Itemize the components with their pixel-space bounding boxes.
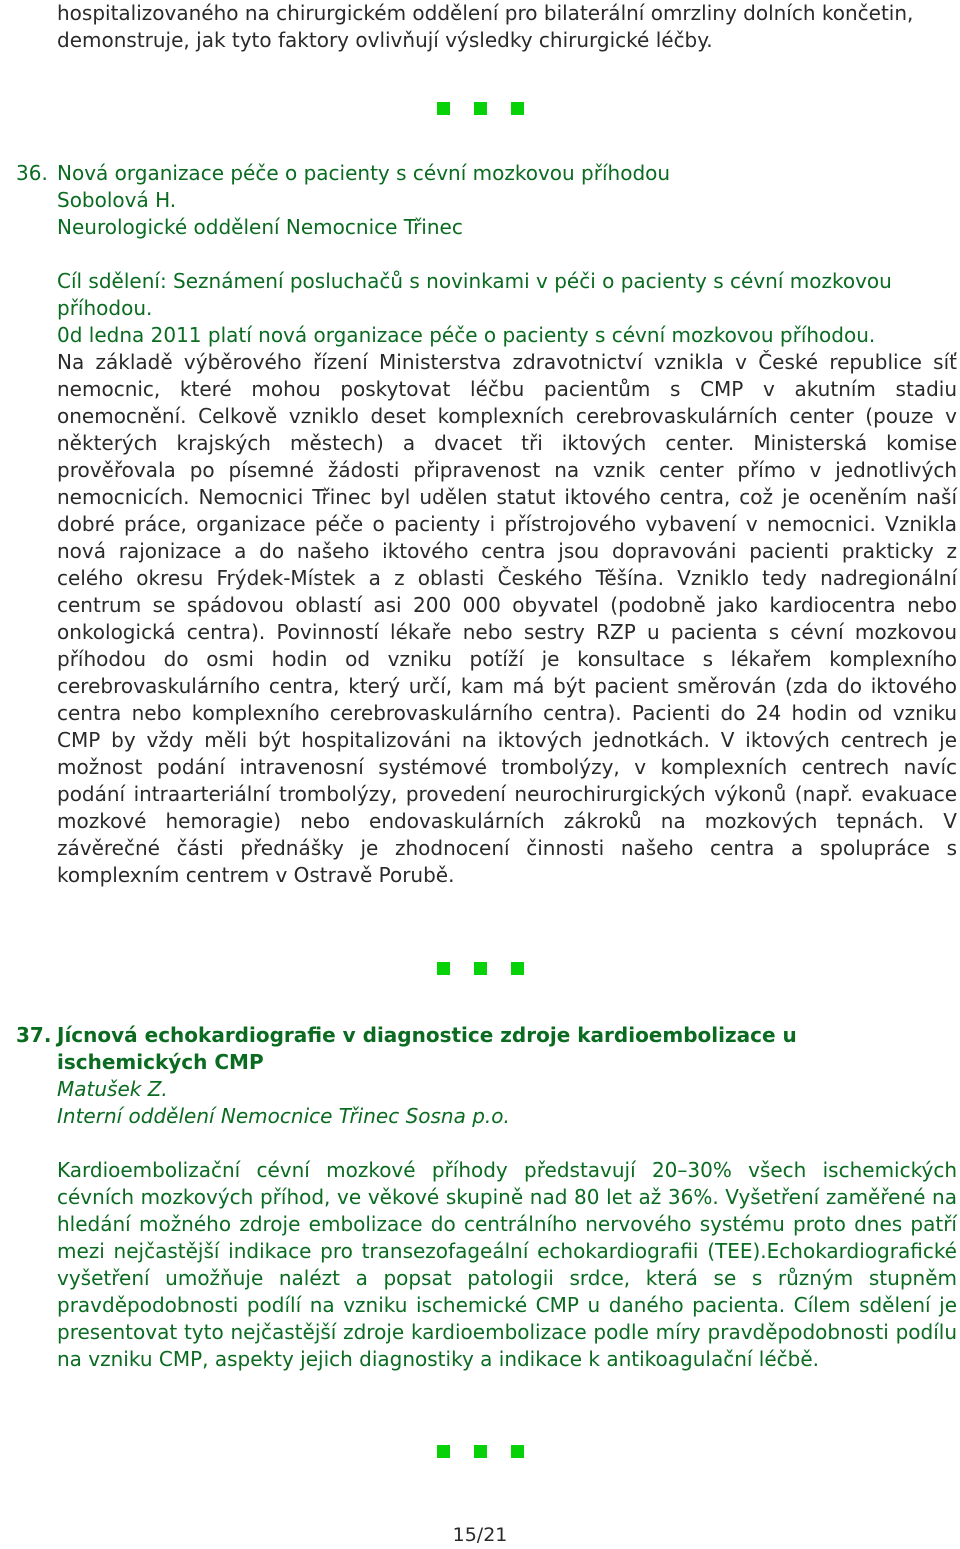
separator-square (437, 962, 450, 975)
article-37-affiliation: Interní oddělení Nemocnice Třinec Sosna p.o. (57, 1104, 510, 1128)
intro-line-1: hospitalizovaného na chirurgickém oddělení pro bilaterální omrzliny dolních končetin, (57, 1, 914, 25)
article-36-author: Sobolová H. (57, 188, 177, 212)
article-37-number: 37. (16, 1023, 52, 1047)
separator-square (474, 962, 487, 975)
article-37-title: Jícnová echokardiografie v diagnostice zdroje kardioembolizace u ischemických CMP (57, 1023, 797, 1074)
separator-square (474, 102, 487, 115)
section-separator (0, 1438, 960, 1452)
section-separator (0, 955, 960, 969)
article-36-aim-line-1: Cíl sdělení: Seznámení posluchačů s novinkami v péči o pacienty s cévní mozkovou (57, 269, 892, 293)
article-37-author: Matušek Z. (57, 1077, 168, 1101)
intro-paragraph (57, 0, 955, 54)
article-36-aim-line-2: příhodou. (57, 296, 153, 320)
page-number: 15/21 (452, 1524, 508, 1546)
article-36-affiliation: Neurologické oddělení Nemocnice Třinec (57, 215, 463, 239)
separator-square (511, 962, 524, 975)
article-36-body: Na základě výběrového řízení Ministerstva zdravotnictví vznikla v České republice síť nemocnic, které mohou poskytovat léčbu pacientům s CMP v akutním stadiu onemocnění. Celkově vzniklo deset komplexních cerebrovaskulárních center (pouze v některých krajských městech) a dvacet tři iktových center. Ministerská komise prověřovala po písemné žádosti připravenost na vznik center přímo v jednotlivých nemocnicích. Nemocnici Třinec byl udělen statut iktového centra, což je oceněním naší dobré práce, organizace péče o pacienty i přístrojového vybavení v nemocnici. Vznikla nová rajonizace a do našeho iktového centra jsou dopravováni pacienti prakticky z celého okresu Frýdek-Místek a z oblasti Českého Těšína. Vzniklo tedy nadregionální centrum se spádovou oblastí asi 200 000 obyvatel (podobně jako kardiocentra nebo onkologická centra). Povinností lékaře nebo sestry RZP u pacienta s cévní mozkovou příhodou do osmi hodin od vzniku potíží je konsultace s lékařem komplexního cerebrovaskulárního centra, který určí, kam má být pacient směrován (zda do iktového centra nebo komplexního cerebrovaskulárního centra). Pacienti do 24 hodin od vzniku CMP by vždy měli být hospitalizováni na iktových jednotkách. V iktových centrech je možnost podání intravenosní systémové trombolýzy, v komplexních centrech navíc podání intraarteriální trombolýzy, provedení neurochirurgických výkonů (např. evakuace mozkové hemoragie) nebo endovaskulárních zákroků na mozkových tepnách. V závěrečné části přednášky je zhodnocení činnosti našeho centra a spolupráce s komplexním centrem v Ostravě Porubě. (57, 350, 957, 887)
section-separator (0, 95, 960, 109)
article-36-body-first-line: 0d ledna 2011 platí nová organizace péče o pacienty s cévní mozkovou příhodou. (57, 323, 876, 347)
article-36-number: 36. (16, 161, 48, 185)
article-36-title: Nová organizace péče o pacienty s cévní mozkovou příhodou (57, 161, 671, 185)
separator-square (511, 1445, 524, 1458)
article-36-aim (57, 268, 955, 322)
separator-square (437, 102, 450, 115)
separator-square (474, 1445, 487, 1458)
separator-square (437, 1445, 450, 1458)
intro-line-2: demonstruje, jak tyto faktory ovlivňují výsledky chirurgické léčby. (57, 28, 713, 52)
article-37-body: Kardioembolizační cévní mozkové příhody představují 20–30% všech ischemických cévních mozkových příhod, ve věkové skupině nad 80 let až 36%. Vyšetření zaměřené na hledání možného zdroje embolizace do centrálního nervového systému proto dnes patří mezi nejčastější indikace pro transezofageální echokardiografii (TEE).Echokardiografické vyšetření umožňuje nalézt a popsat patologii srdce, která se s různým stupněm pravděpodobnosti podílí na vzniku ischemické CMP u daného pacienta. Cílem sdělení je presentovat tyto nejčastější zdroje kardioembolizace podle míry pravděpodobnosti podílu na vzniku CMP, aspekty jejich diagnostiky a indikace k antikoagulační léčbě. (57, 1158, 957, 1371)
separator-square (511, 102, 524, 115)
